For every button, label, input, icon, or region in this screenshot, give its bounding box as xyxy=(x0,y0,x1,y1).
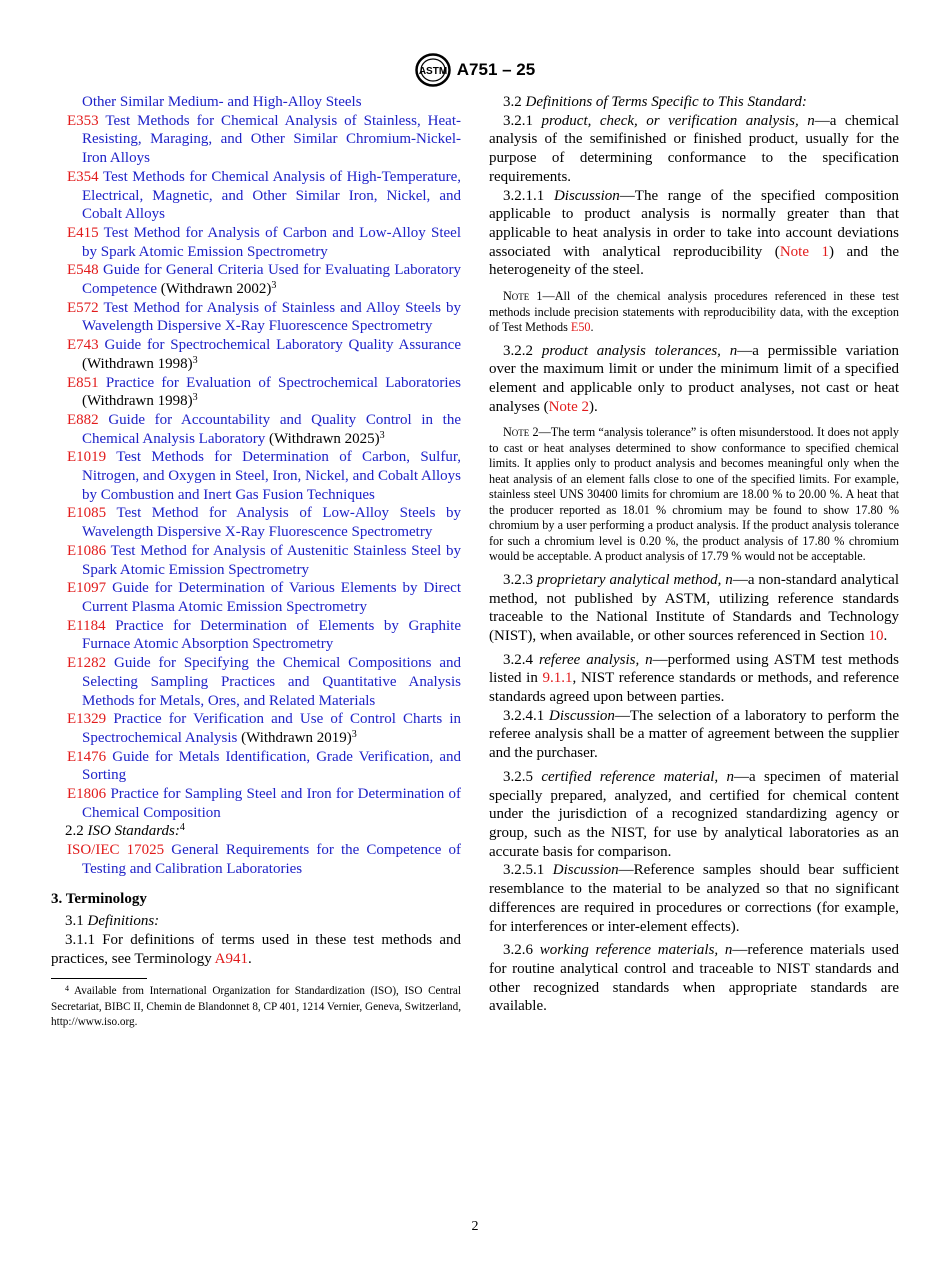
section-link[interactable]: 9.1.1 xyxy=(542,670,573,687)
reference-code[interactable]: E743 xyxy=(67,337,99,354)
paragraph-3-2-2: 3.2.2 product analysis tolerances, n—a permissible variation over the maximum limit or under the minimum limit of a specified element and applicable only to product analyses, not cast or heat analyses (Note 2). xyxy=(489,342,899,415)
footnote-ref: 3 xyxy=(271,280,277,292)
document-designation: A751 – 25 xyxy=(456,60,536,79)
reference-code[interactable]: E1086 xyxy=(67,542,107,559)
reference-item xyxy=(51,542,461,579)
section-heading: 3. Terminology xyxy=(51,890,147,907)
reference-code[interactable]: E851 xyxy=(67,374,99,391)
footnote-ref: 3 xyxy=(351,728,357,740)
reference-title[interactable]: Practice for Sampling Steel and Iron for Determination of Chemical Composition xyxy=(82,786,462,821)
reference-item xyxy=(51,710,461,747)
reference-code[interactable]: E415 xyxy=(67,224,99,241)
reference-title[interactable]: Test Method for Analysis of Austenitic Stainless Steel by Spark Atomic Emission Spectrometry xyxy=(82,542,461,578)
paragraph-3-1: 3.1 Definitions: xyxy=(65,913,160,930)
reference-title[interactable]: Test Method for Analysis of Carbon and Low-Alloy Steel by Spark Atomic Emission Spectrometry xyxy=(82,224,461,260)
reference-title[interactable]: Test Methods for Chemical Analysis of High-Temperature, Electrical, Magnetic, and Other Similar Iron, Nickel, and Cobalt Alloys xyxy=(82,168,461,223)
reference-item xyxy=(51,617,461,654)
footnote: $^4$ Available from International Organization for Standardization (ISO), ISO Central Secretariat, BIBC II, Chemin de Blandonnet 8, CP 401, 1214 Vernier, Geneva, Switzerland, http://www.iso.org. xyxy=(51,984,461,1029)
reference-item xyxy=(51,654,461,710)
paragraph-3-1-1: 3.1.1 For definitions of terms used in these test methods and practices, see Terminology A941. xyxy=(51,931,461,967)
reference-title[interactable]: Guide for General Criteria Used for Evaluating Laboratory Competence xyxy=(82,262,461,298)
reference-item xyxy=(51,336,461,373)
reference-item xyxy=(51,224,461,261)
paragraph-3-2-6: 3.2.6 working reference materials, n—reference materials used for routine analytical control and traceable to NIST standards and other recognized standards when appropriate standards are available. xyxy=(489,942,900,1015)
iso-standards-heading: 2.2 ISO Standards:$^4$ xyxy=(65,822,185,840)
reference-item xyxy=(51,168,461,224)
paragraph-3-2: 3.2 Definitions of Terms Specific to This Standard: xyxy=(503,94,807,110)
reference-title[interactable]: Guide for Accountability and Quality Control in the Chemical Analysis Laboratory xyxy=(82,411,461,447)
paragraph-3-2-4: 3.2.4 referee analysis, n—performed using ASTM test methods listed in 9.1.1, NIST reference standards or methods, and reference standards agreed upon between parties. xyxy=(489,651,900,706)
footnote-ref: 3 xyxy=(192,354,198,366)
reference-item xyxy=(51,579,461,616)
reference-item xyxy=(51,748,461,785)
reference-item xyxy=(51,261,461,298)
paragraph-3-2-4-1: 3.2.4.1 Discussion—The selection of a laboratory to perform the referee analysis shall be a matter of agreement between the supplier and the purchaser. xyxy=(489,707,900,762)
reference-title[interactable]: Guide for Specifying the Chemical Compositions and Selecting Sampling Practices and Quantitative Analysis Methods for Metals, Ores, and Related Materials xyxy=(82,655,462,709)
reference-item xyxy=(51,411,461,448)
withdrawn-note: (Withdrawn 1998) xyxy=(82,355,193,372)
reference-item xyxy=(51,93,461,112)
reference-item xyxy=(51,841,461,878)
reference-title[interactable]: Other Similar Medium- and High-Alloy Steels xyxy=(82,94,362,110)
reference-code[interactable]: E1085 xyxy=(67,505,107,522)
footnote-ref: 4 xyxy=(179,822,185,834)
reference-link[interactable]: E50 xyxy=(570,320,591,335)
withdrawn-note: (Withdrawn 1998) xyxy=(82,393,193,410)
reference-code[interactable]: E1476 xyxy=(67,748,107,765)
reference-item xyxy=(51,504,461,541)
reference-item xyxy=(51,112,461,168)
paragraph-3-2-1-1: 3.2.1.1 Discussion—The range of the specified composition applicable to product analysis is normally greater than that applicable to heat analysis in order to take into account deviations associated with analytical reproducibility (Note 1) and the heterogeneity of the steel. xyxy=(489,187,900,279)
note-link[interactable]: Note 1 xyxy=(779,243,829,260)
reference-code[interactable]: E882 xyxy=(67,411,99,428)
reference-code[interactable]: E1019 xyxy=(67,449,107,466)
reference-code[interactable]: E572 xyxy=(67,299,99,316)
reference-title[interactable]: Test Methods for Determination of Carbon, Sulfur, Nitrogen, and Oxygen in Steel, Iron, Nickel, and Cobalt Alloys by Combustion and Inert Gas Fusion Techniques xyxy=(82,449,461,503)
reference-code[interactable]: E1329 xyxy=(67,711,107,728)
left-column xyxy=(51,93,461,1031)
paragraph-3-2-5: 3.2.5 certified reference material, n—a specimen of material specially prepared, analyzed, and certified for chemical content under the jurisdiction of a recognized standardizing agency or group, such as the NIST, for use by analytical laboratories as an accurate basis for comparison. xyxy=(489,768,900,860)
note-2: Note 2—The term “analysis tolerance” is often misunderstood. It does not apply to cast or heat analyses determined to show conformance to specified chemical limits. It applies only to product analysis and becomes meaningful only when the heat analysis of an element falls close to one of the specified limits. For example, stainless steel UNS 30400 limits for chromium are 18.00 % to 20.00 %. A heat that the producer reported as 18.01 % chromium may be found to show 17.80 % chromium by a user performing a product analysis. If the product analysis tolerance for such a chromium level is 0.20 %, the product analysis of 17.80 % chromium would be acceptable. A product analysis of 17.79 % would not be acceptable. xyxy=(489,425,899,564)
footnote-ref: 3 xyxy=(192,392,198,404)
paragraph-3-2-3: 3.2.3 proprietary analytical method, n—a non-standard analytical method, not published by ASTM, utilizing reference standards traceable to the National Institute of Standards and Technology (NIST), when available, or other sources referenced in Section 10. xyxy=(489,571,899,644)
paragraph-3-2-5-1: 3.2.5.1 Discussion—Reference samples should bear sufficient resemblance to the material to be analyzed so that no significant differences are required in procedures or corrections (for example, for interferences or inter-element effects). xyxy=(489,862,899,935)
reference-item xyxy=(51,374,461,411)
reference-title[interactable]: Guide for Determination of Various Elements by Direct Current Plasma Atomic Emission Spectrometry xyxy=(82,580,462,615)
withdrawn-note: (Withdrawn 2025) xyxy=(269,430,380,447)
logo-text: ASTM xyxy=(418,66,447,77)
withdrawn-note: (Withdrawn 2019) xyxy=(241,729,352,746)
astm-logo-icon xyxy=(415,53,451,87)
withdrawn-note: (Withdrawn 2002) xyxy=(160,281,272,298)
reference-code[interactable]: E353 xyxy=(67,112,99,129)
paragraph-3-2-1: 3.2.1 product, check, or verification analysis, n—a chemical analysis of the semifinished or finished product, usually for the purpose of determining conformance to the specification requirements. xyxy=(489,112,900,185)
reference-code[interactable]: E1097 xyxy=(67,580,107,597)
reference-title[interactable]: Practice for Determination of Elements by Graphite Furnace Atomic Absorption Spectrometry xyxy=(82,617,461,653)
reference-code[interactable]: E1806 xyxy=(67,786,107,803)
reference-code[interactable]: E1282 xyxy=(67,655,107,672)
section-link[interactable]: 10 xyxy=(868,627,884,644)
reference-title[interactable]: Test Method for Analysis of Low-Alloy Steels by Wavelength Dispersive X-Ray Fluorescence Spectrometry xyxy=(82,505,461,541)
reference-title[interactable]: Test Methods for Chemical Analysis of Stainless, Heat-Resisting, Maraging, and Other Similar Chromium-Nickel-Iron Alloys xyxy=(82,112,461,167)
reference-code[interactable]: E1184 xyxy=(67,617,106,634)
reference-title[interactable]: Practice for Verification and Use of Control Charts in Spectrochemical Analysis xyxy=(82,711,461,746)
reference-code[interactable]: ISO/IEC 17025 xyxy=(67,842,165,859)
reference-item xyxy=(51,785,461,822)
footnote-ref: 3 xyxy=(379,429,385,441)
note-1: Note 1—All of the chemical analysis procedures referenced in these test methods include precision statements with reproducibility data, with the exception of Test Methods E50. xyxy=(489,289,899,335)
reference-code[interactable]: E354 xyxy=(67,168,99,185)
reference-code[interactable]: E548 xyxy=(67,262,99,279)
page-header xyxy=(0,53,950,87)
footnote-divider xyxy=(51,978,147,979)
reference-title[interactable]: General Requirements for the Competence of Testing and Calibration Laboratories xyxy=(82,842,462,877)
reference-title[interactable]: Test Method for Analysis of Stainless and Alloy Steels by Wavelength Dispersive X-Ray Fluorescence Spectrometry xyxy=(82,299,461,335)
reference-title[interactable]: Practice for Evaluation of Spectrochemical Laboratories xyxy=(105,374,461,391)
reference-item xyxy=(51,448,461,504)
terminology-link[interactable]: A941 xyxy=(214,950,248,967)
reference-item xyxy=(51,299,461,336)
note-link[interactable]: Note 2 xyxy=(548,398,589,415)
right-column xyxy=(489,93,899,1016)
page-number: 2 xyxy=(471,1219,479,1234)
reference-title[interactable]: Guide for Spectrochemical Laboratory Quality Assurance xyxy=(104,337,461,354)
reference-title[interactable]: Guide for Metals Identification, Grade Verification, and Sorting xyxy=(82,748,462,784)
